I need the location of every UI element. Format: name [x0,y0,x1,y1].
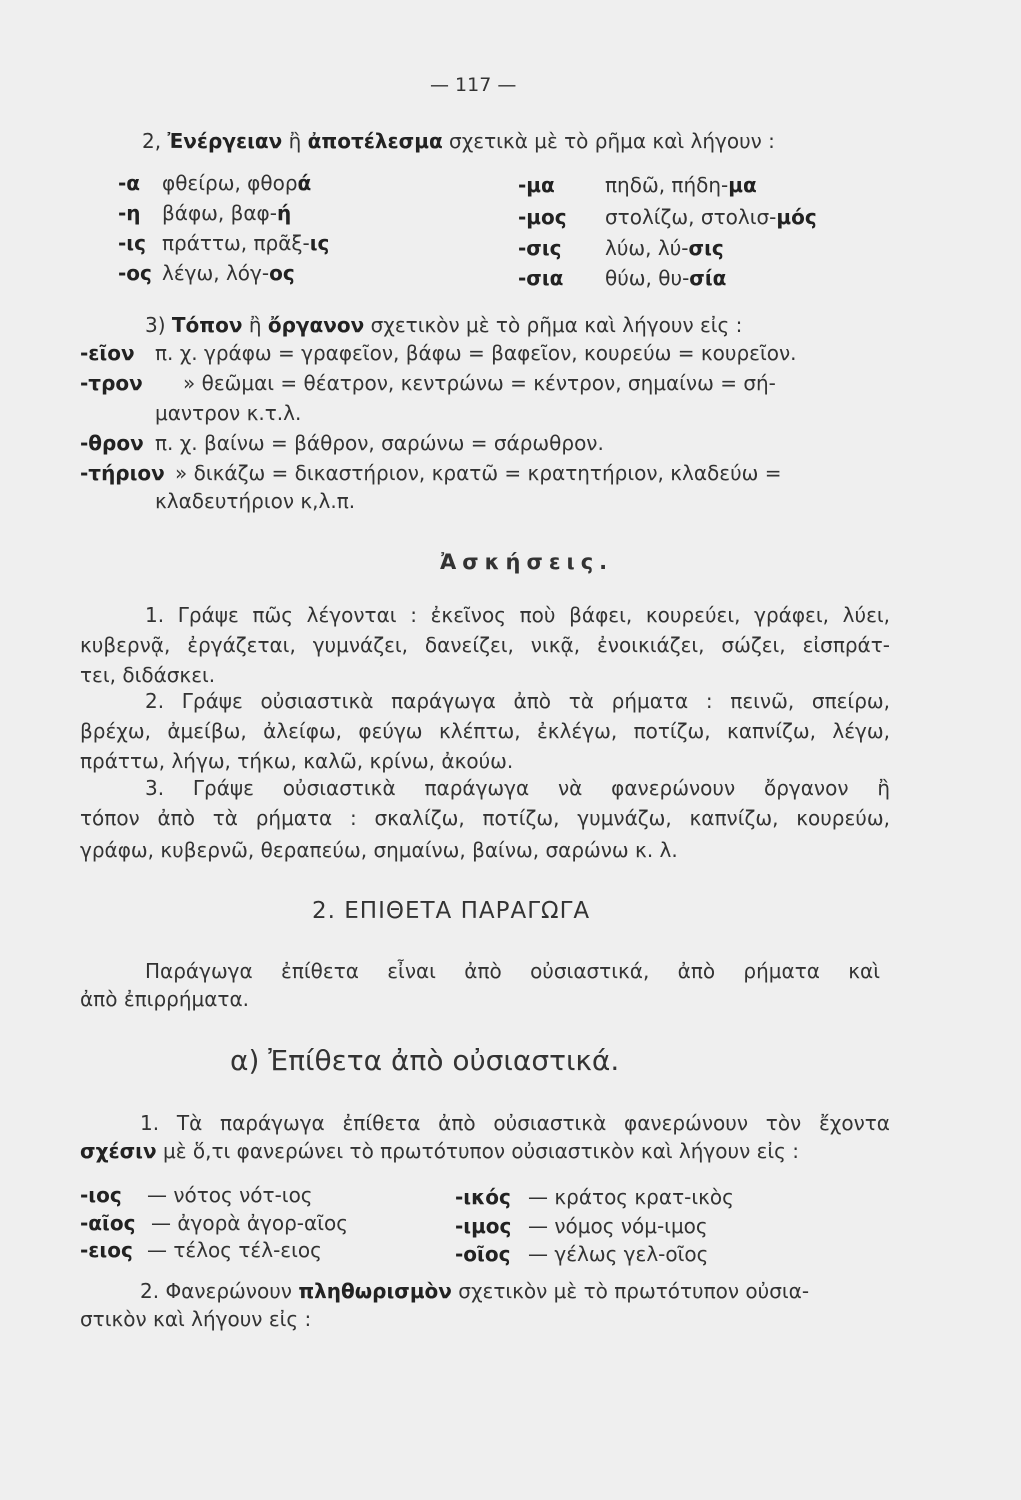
suffix-item: -εῖον [80,341,135,365]
suffix-example: φθείρω, φθορά [162,171,312,195]
suffix-example: — τέλος τέλ-ειος [147,1238,322,1262]
suffix-item: -αῖος [80,1211,136,1235]
suffix-item: -α [118,171,141,195]
suffix-example: βάφω, βαφ-ή [162,201,292,225]
suffix-item: -η [118,201,141,225]
book-page: — 117 — 2, Ἐνέργειαν ἢ ἀποτέλεσμα σχετικὰ μὲ τὸ ρῆμα καὶ λήγουν : -α φθείρω, φθορά -η βάφω, βαφ-ή -ις πράττω, πρᾶξ-ις -ος λέγω, λόγ-ος -μα πηδῶ, πήδη-μα -μος στολίζω, στολισ-μός -σις λύω, λύ-σις -σια θύω, θυ-σία 3) Τόπον ἢ ὄργανον σχετικὸν μὲ τὸ ρῆμα καὶ λήγουν εἰς : -εῖον π. χ. γράφω = γραφεῖον, βάφω = βαφεῖον, κουρεύω = κουρεῖον. -τρον » θεῶμαι = θέατρον, κεντρώνω = κέντρον, σημαίνω = σή- μαντρον κ.τ.λ. -θρον π. χ. βαίνω = βάθρον, σαρώνω = σάρωθρον. -τήριον » δικάζω = δικαστήριον, κρατῶ = κρατητήριον, κλαδεύω = κλαδευτήριον κ,λ.π. Ἀσκήσεις. 1. Γράψε πῶς λέγονται : ἐκεῖνος ποὺ βάφει, κουρεύει, γράφει, λύει, κυβερνᾷ, ἐργάζεται, γυμνάζει, δανείζει, νικᾷ, ἐνοικιάζει, σώζει, εἰσπράτ- τει, διδάσκει. 2. Γράψε οὐσιαστικὰ παράγωγα ἀπὸ τὰ ρήματα : πεινῶ, σπείρω, βρέχω, ἀμείβω, ἀλείφω, φεύγω κλέπτω, ἐκλέγω, ποτίζω, καπνίζω, λέγω, πράττω, λήγω, τήκω, καλῶ, κρίνω, ἀκούω. 3. Γράψε οὐσιαστικὰ παράγωγα νὰ φανερώνουν ὄργανον ἢ τόπον ἀπὸ τὰ ρήματα : σκαλίζω, ποτίζω, γυμνάζω, καπνίζω, κουρεύω, γράφω, κυβερνῶ, θεραπεύω, σημαίνω, βαίνω, σαρώνω κ. λ. 2. ΕΠΙΘΕΤΑ ΠΑΡΑΓΩΓΑ Παράγωγα ἐπίθετα εἶναι ἀπὸ οὐσιαστικά, ἀπὸ ρήματα καὶ ἀπὸ ἐπιρρήματα. α) Ἐπίθετα ἀπὸ οὐσιαστικά. 1. Τὰ παράγωγα ἐπίθετα ἀπὸ οὐσιαστικὰ φανερώνουν τὸν ἔχοντα σχέσιν μὲ ὅ,τι φανερώνει τὸ πρωτότυπον οὐσιαστικὸν καὶ λήγουν εἰς : -ιος — νότος νότ-ιος -αῖος — ἀγορὰ ἀγορ-αῖος -ειος — τέλος τέλ-ειος -ικός — κράτος κρατ-ικὸς -ιμος — νόμος νόμ-ιμος -οῖος — γέλως γελ-οῖος 2. Φανερώνουν πληθωρισμὸν σχετικὸν μὲ τὸ πρωτότυπον οὐσια- στικὸν καὶ λήγουν εἰς : [80,74,890,1331]
suffix-example: πράττω, πρᾶξ-ις [162,231,330,255]
suffix-example: — νόμος νόμ-ιμος [528,1214,708,1238]
suffix-example-continued: κλαδευτήριον κ,λ.π. [155,489,356,513]
suffix-example: π. χ. βαίνω = βάθρον, σαρώνω = σάρωθρον. [155,431,604,455]
suffix-example: — κράτος κρατ-ικὸς [528,1185,734,1209]
suffix-example: — νότος νότ-ιος [147,1183,313,1207]
suffix-item: -οῖος [455,1242,511,1266]
suffix-item: -ιος [80,1183,122,1207]
suffix-example: — γέλως γελ-οῖος [528,1242,709,1266]
suffix-item: -σια [518,266,564,290]
suffix-example: λύω, λύ-σις [605,236,724,260]
suffix-item: -θρον [80,431,144,455]
subheading: α) Ἐπίθετα ἀπὸ οὐσιαστικά. [230,1044,620,1077]
section2-intro: 2, Ἐνέργειαν ἢ ἀποτέλεσμα σχετικὰ μὲ τὸ ρῆμα καὶ λήγουν : [142,129,775,153]
page-number: — 117 — [430,74,517,96]
suffix-example: π. χ. γράφω = γραφεῖον, βάφω = βαφεῖον, κουρεύω = κουρεῖον. [155,341,797,365]
suffix-item: -σις [518,236,562,260]
suffix-item: -ος [118,261,152,285]
section3-intro: 3) Τόπον ἢ ὄργανον σχετικὸν μὲ τὸ ρῆμα καὶ λήγουν εἰς : [145,313,743,337]
suffix-example-continued: μαντρον κ.τ.λ. [155,401,302,425]
suffix-item: -μα [518,173,555,197]
suffix-item: -ις [118,231,146,255]
suffix-example: πηδῶ, πήδη-μα [605,173,757,197]
suffix-item: -μος [518,205,567,229]
suffix-example: λέγω, λόγ-ος [162,261,295,285]
suffix-example: — ἀγορὰ ἀγορ-αῖος [151,1211,348,1235]
suffix-item: -ιμος [455,1214,512,1238]
suffix-example: θύω, θυ-σία [605,266,727,290]
suffix-example: » θεῶμαι = θέατρον, κεντρώνω = κέντρον, σημαίνω = σή- [183,371,776,395]
suffix-example: στολίζω, στολισ-μός [605,205,817,229]
suffix-item: -ειος [80,1238,133,1262]
suffix-example: » δικάζω = δικαστήριον, κρατῶ = κρατητήριον, κλαδεύω = [175,461,782,485]
suffix-item: -ικός [455,1185,511,1209]
suffix-item: -τρον [80,371,143,395]
suffix-item: -τήριον [80,461,165,485]
exercises-title: Ἀσκήσεις. [440,550,614,574]
section-heading: 2. ΕΠΙΘΕΤΑ ΠΑΡΑΓΩΓΑ [312,898,591,924]
